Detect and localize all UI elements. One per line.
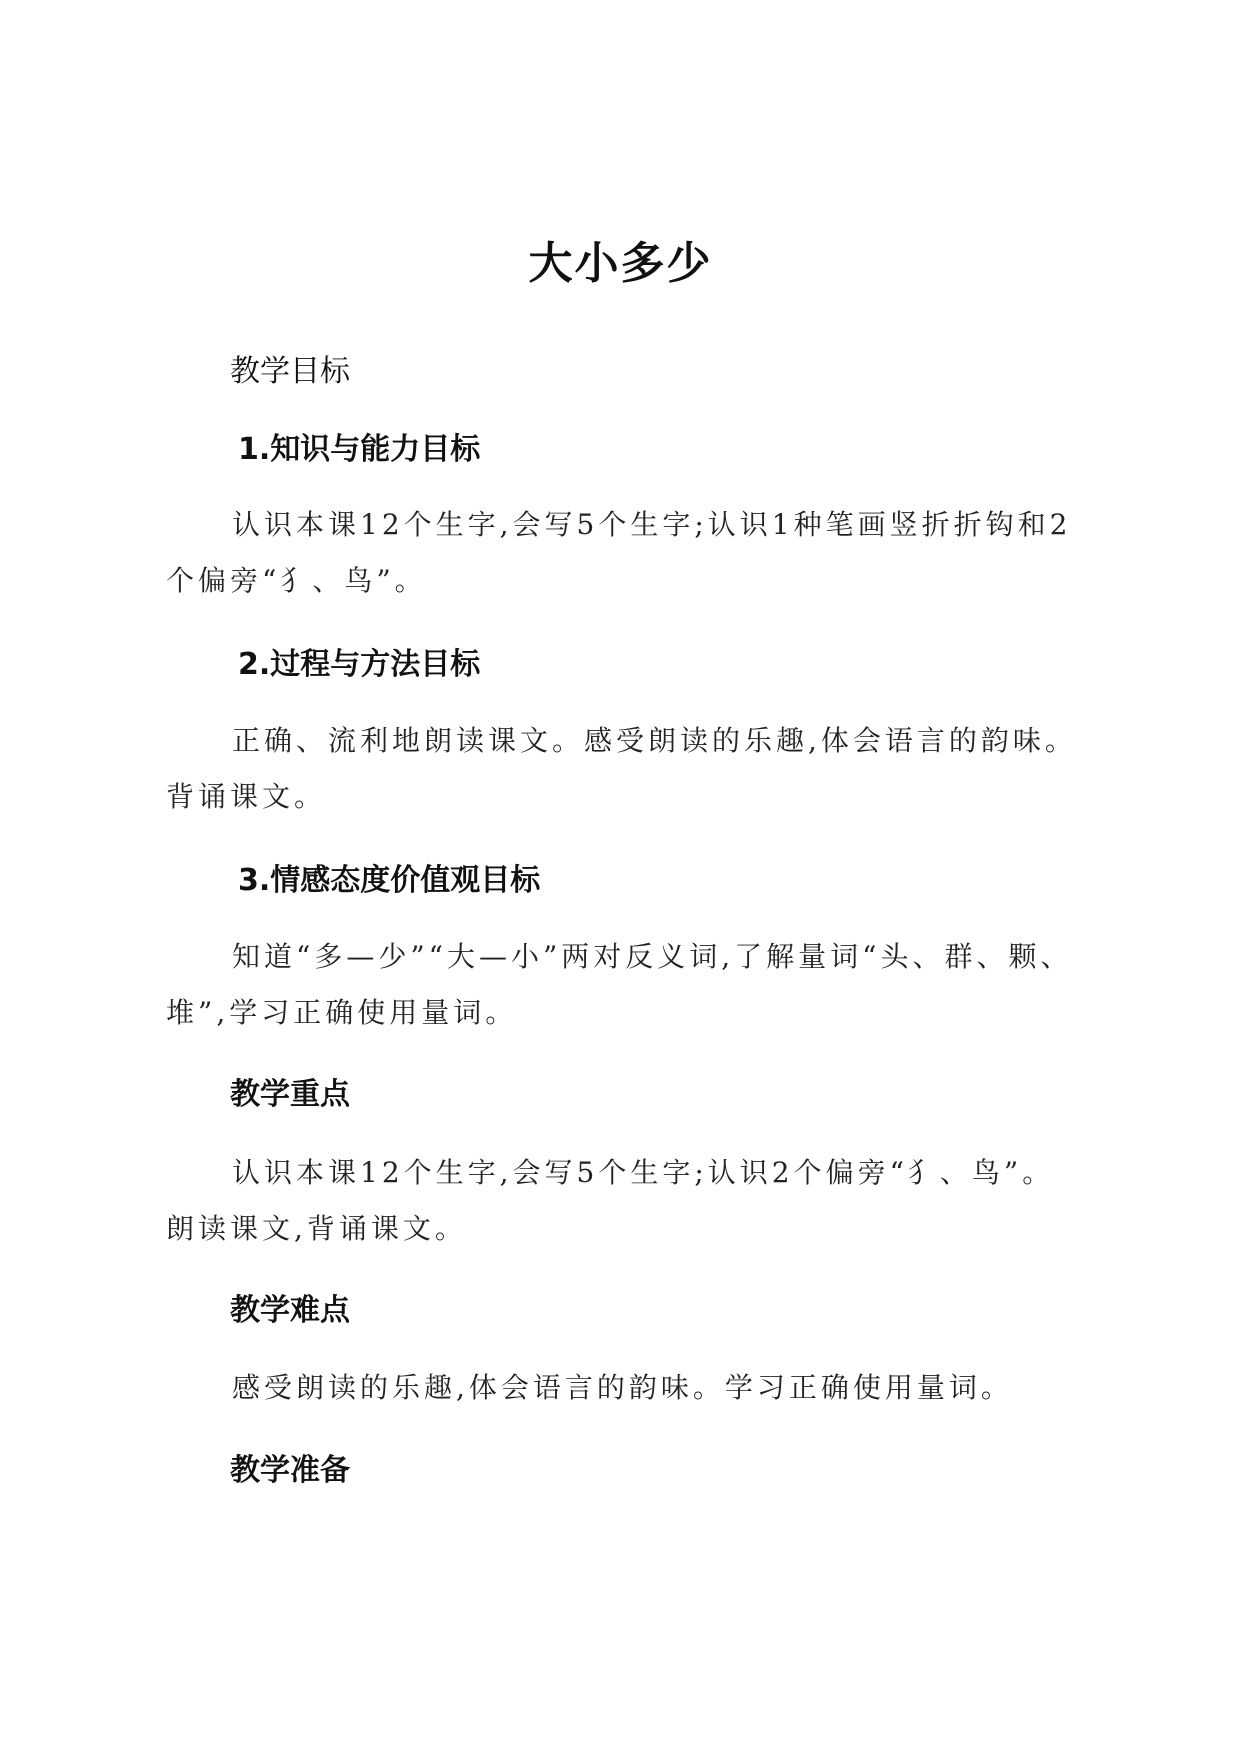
difficulties-paragraph: 感受朗读的乐趣,体会语言的韵味。学习正确使用量词。 [232, 1371, 1013, 1404]
document-title: 大小多少 [528, 238, 713, 289]
goal3-paragraph: 知道“多—少”“大—小”两对反义词,了解量词“头、群、颗、堆”,学习正确使用量词。 [166, 940, 1073, 1029]
goal1-heading: 1.知识与能力目标 [238, 432, 481, 467]
goal3-heading: 3.情感态度价值观目标 [238, 863, 541, 898]
section-heading-goals: 教学目标 [230, 354, 350, 389]
key-points-paragraph: 认识本课12个生字,会写5个生字;认识2个偏旁“犭、鸟”。朗读课文,背诵课文。 [166, 1156, 1055, 1245]
section-heading-difficulties: 教学难点 [230, 1293, 350, 1328]
section-heading-preparation: 教学准备 [230, 1453, 350, 1488]
goal2-paragraph: 正确、流利地朗读课文。感受朗读的乐趣,体会语言的韵味。背诵课文。 [166, 724, 1077, 813]
section-heading-key-points: 教学重点 [230, 1077, 350, 1112]
goal1-paragraph: 认识本课12个生字,会写5个生字;认识1种笔画竖折折钩和2个偏旁“犭、鸟”。 [166, 508, 1072, 597]
goal2-heading: 2.过程与方法目标 [238, 647, 481, 682]
